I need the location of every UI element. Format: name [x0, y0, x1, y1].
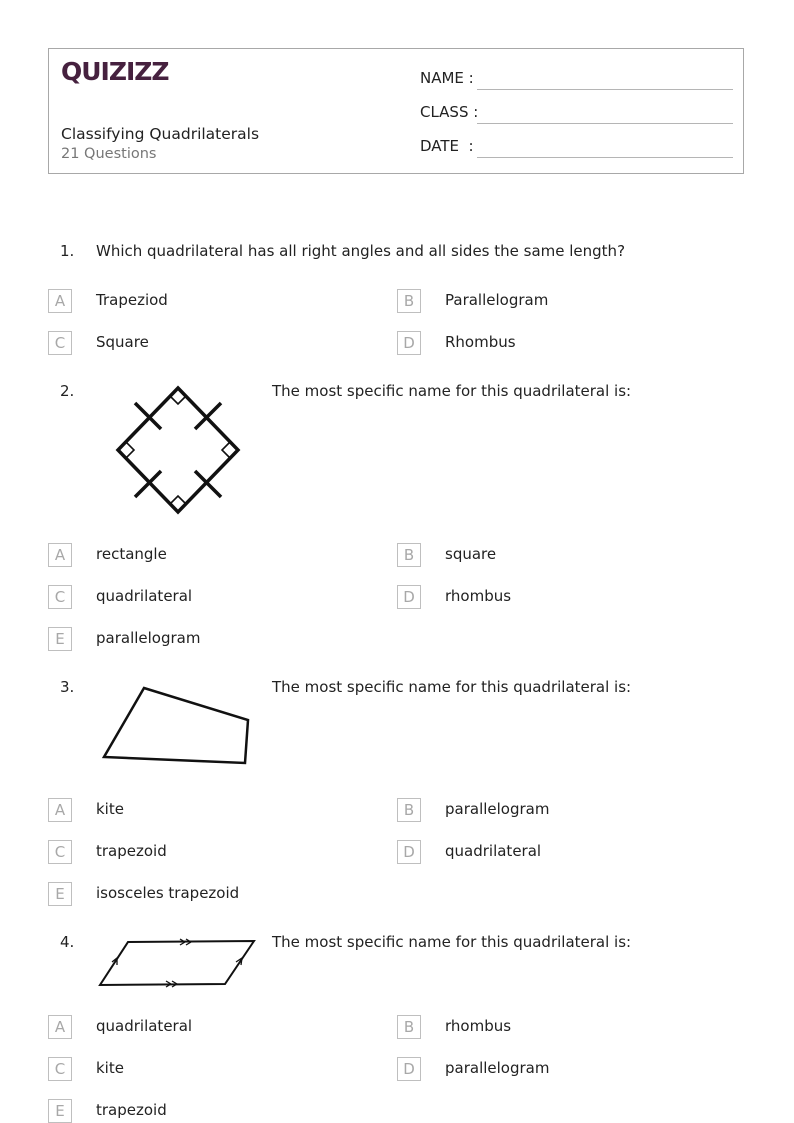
question-text: Which quadrilateral has all right angles and all sides the same length? — [96, 242, 626, 260]
option-text: trapezoid — [96, 842, 167, 860]
option-text: rhombus — [445, 587, 512, 605]
date-line — [477, 157, 733, 158]
option-letter-c[interactable]: C — [48, 585, 72, 609]
square-figure — [110, 380, 250, 520]
parallelogram-figure — [96, 936, 256, 990]
option-letter-b[interactable]: B — [397, 798, 421, 822]
class-label: CLASS : — [420, 103, 479, 121]
question-number: 1. — [60, 242, 75, 260]
question-text: The most specific name for this quadrilateral is: — [272, 678, 632, 696]
name-line — [477, 89, 733, 90]
option-letter-d[interactable]: D — [397, 1057, 421, 1081]
option-text: square — [445, 545, 497, 563]
option-letter-a[interactable]: A — [48, 289, 72, 313]
option-text: quadrilateral — [96, 587, 193, 605]
option-text: kite — [96, 800, 124, 818]
option-text: parallelogram — [445, 1059, 550, 1077]
option-text: quadrilateral — [445, 842, 542, 860]
option-letter-a[interactable]: A — [48, 543, 72, 567]
date-label: DATE : — [420, 137, 474, 155]
option-letter-d[interactable]: D — [397, 585, 421, 609]
option-text: Trapeziod — [96, 291, 168, 309]
option-text: trapezoid — [96, 1101, 167, 1119]
option-text: Parallelogram — [445, 291, 549, 309]
option-letter-b[interactable]: B — [397, 543, 421, 567]
option-text: rhombus — [445, 1017, 512, 1035]
option-letter-a[interactable]: A — [48, 1015, 72, 1039]
option-letter-a[interactable]: A — [48, 798, 72, 822]
option-text: isosceles trapezoid — [96, 884, 240, 902]
question-text: The most specific name for this quadrilateral is: — [272, 382, 632, 400]
option-letter-e[interactable]: E — [48, 882, 72, 906]
option-letter-b[interactable]: B — [397, 289, 421, 313]
option-letter-c[interactable]: C — [48, 331, 72, 355]
option-letter-d[interactable]: D — [397, 840, 421, 864]
option-text: parallelogram — [96, 629, 201, 647]
option-text: parallelogram — [445, 800, 550, 818]
worksheet-title: Classifying Quadrilaterals — [61, 125, 260, 143]
option-letter-e[interactable]: E — [48, 1099, 72, 1123]
name-label: NAME : — [420, 69, 474, 87]
option-letter-b[interactable]: B — [397, 1015, 421, 1039]
option-letter-e[interactable]: E — [48, 627, 72, 651]
question-text: The most specific name for this quadrilateral is: — [272, 933, 632, 951]
option-text: Rhombus — [445, 333, 516, 351]
option-text: quadrilateral — [96, 1017, 193, 1035]
question-number: 4. — [60, 933, 75, 951]
question-number: 2. — [60, 382, 75, 400]
question-count: 21 Questions — [61, 146, 157, 162]
option-letter-c[interactable]: C — [48, 840, 72, 864]
class-line — [477, 123, 733, 124]
quizizz-logo: QUIZIZZ — [61, 57, 169, 86]
option-text: rectangle — [96, 545, 167, 563]
option-letter-c[interactable]: C — [48, 1057, 72, 1081]
question-number: 3. — [60, 678, 75, 696]
worksheet-header — [48, 48, 744, 174]
quadrilateral-figure — [100, 682, 252, 768]
option-text: Square — [96, 333, 149, 351]
option-text: kite — [96, 1059, 124, 1077]
option-letter-d[interactable]: D — [397, 331, 421, 355]
